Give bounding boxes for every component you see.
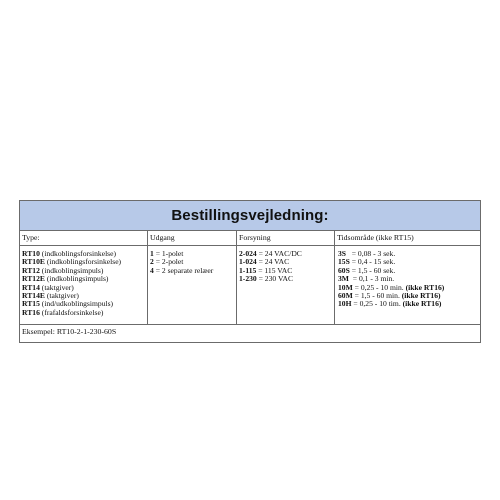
type-item: RT14E (taktgiver) <box>22 291 79 301</box>
forsyning-item: 2-024 = 24 VAC/DC <box>239 249 302 258</box>
header-tidsomraade: Tidsområde (ikke RT15) <box>337 233 414 242</box>
udgang-item: 2 = 2-polet <box>150 257 184 267</box>
table-title: Bestillingsvejledning: <box>171 207 329 224</box>
udgang-column <box>148 246 237 324</box>
type-item: RT12E (indkoblingsimpuls) <box>22 274 109 284</box>
type-item: RT15 (ind/udkoblingsimpuls) <box>22 299 114 309</box>
header-row <box>20 231 480 246</box>
tidsomraade-item: 15S = 0,4 - 15 sek. <box>338 257 396 267</box>
udgang-item: 4 = 2 separate relæer <box>150 265 214 275</box>
tidsomraade-column <box>335 246 480 324</box>
type-item: RT10 (indkoblingsforsinkelse) <box>22 249 117 258</box>
title-bar <box>20 201 480 231</box>
type-item: RT14 (taktgiver) <box>22 282 74 292</box>
forsyning-item: 1-024 = 24 VAC <box>239 257 290 267</box>
type-column <box>20 246 148 324</box>
udgang-item: 1 = 1-polet <box>150 249 184 258</box>
type-item: RT16 (frafaldsforsinkelse) <box>22 307 104 317</box>
tidsomraade-item: 3S = 0,08 - 3 sek. <box>338 249 396 258</box>
tidsomraade-item: 60M = 1,5 - 60 min. (ikke RT16) <box>338 291 441 301</box>
tidsomraade-item: 10H = 0,25 - 10 tim. (ikke RT16) <box>338 299 442 309</box>
forsyning-item: 1-115 = 115 VAC <box>239 265 293 275</box>
header-type: Type: <box>20 231 148 245</box>
type-item: RT10E (indkoblingsforsinkelse) <box>22 257 122 267</box>
body-row <box>20 246 480 325</box>
forsyning-column <box>237 246 335 324</box>
tidsomraade-item: 60S = 1,5 - 60 sek. <box>338 265 396 275</box>
example-text: Eksempel: RT10-2-1-230-60S <box>22 326 117 336</box>
forsyning-item: 1-230 = 230 VAC <box>239 274 294 284</box>
type-item: RT12 (indkoblingsimpuls) <box>22 265 104 275</box>
ordering-guide-table <box>19 200 481 343</box>
example-row <box>20 325 480 339</box>
tidsomraade-item: 10M = 0,25 - 10 min. (ikke RT16) <box>338 282 445 292</box>
header-forsyning: Forsyning <box>237 231 335 245</box>
header-udgang: Udgang <box>148 231 237 245</box>
tidsomraade-item: 3M = 0,1 - 3 min. <box>338 274 395 284</box>
